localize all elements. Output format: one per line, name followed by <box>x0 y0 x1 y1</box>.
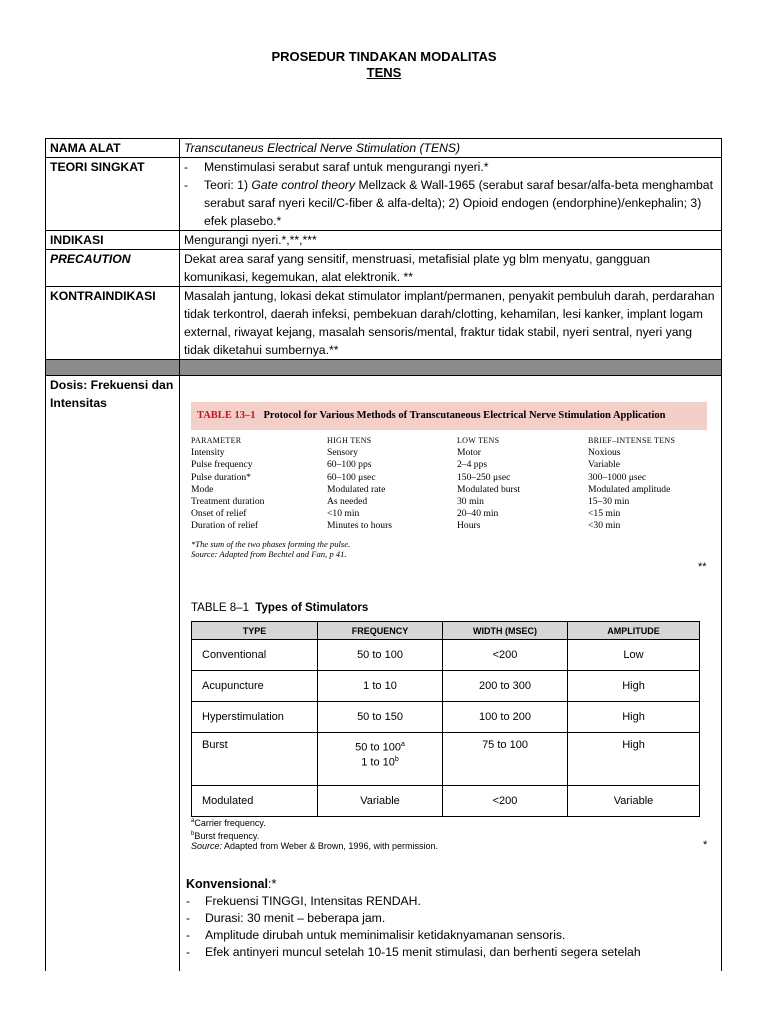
table-8-1-notes <box>191 816 438 852</box>
table-cell: Mode <box>191 483 214 495</box>
value-nama-alat: Transcutaneus Electrical Nerve Stimulation (TENS) <box>180 139 722 158</box>
value-indikasi: Mengurangi nyeri.*,**,*** <box>180 231 722 250</box>
row-nama-alat <box>46 139 722 158</box>
list-item: - Durasi: 30 menit – beberapa jam. <box>186 910 716 927</box>
table-cell: Intensity <box>191 447 225 459</box>
divider-row <box>46 360 722 376</box>
teori-item-2-pre: Teori: 1) <box>204 178 252 192</box>
table-cell: 15–30 min <box>588 496 630 508</box>
table-cell: Minutes to hours <box>327 520 393 532</box>
table-cell: High <box>568 702 700 733</box>
table-cell: <10 min <box>327 508 360 520</box>
burst-carrier-frequency: 50 to 100 <box>355 741 401 754</box>
table-13-1-caption <box>191 402 707 430</box>
table-cell: Hyperstimulation <box>192 702 318 733</box>
row-precaution <box>46 250 722 287</box>
table-8-1 <box>191 621 700 817</box>
table-cell: 75 to 100 <box>443 733 568 786</box>
note-b <box>191 829 438 842</box>
table-cell: 100 to 200 <box>443 702 568 733</box>
table-cell: 50 to 150 <box>318 702 443 733</box>
header-brief-intense-tens: BRIEF–INTENSE TENS <box>588 436 676 445</box>
table-13-1-footnote: *The sum of the two phases forming the pulse. <box>191 538 351 549</box>
table-13-1-label: TABLE 13–1 <box>197 410 256 421</box>
table-13-1 <box>191 402 707 560</box>
table-cell: Hours <box>457 520 481 532</box>
table-cell: <200 <box>443 786 568 817</box>
table-cell: Modulated burst <box>457 483 521 495</box>
table-cell: 300–1000 μsec <box>588 471 647 483</box>
table-cell: Sensory <box>327 447 358 459</box>
table-row <box>191 447 707 459</box>
list-item: - Efek antinyeri muncul setelah 10-15 menit stimulasi, dan berhenti segera setelah <box>186 944 716 961</box>
table-cell: 60–100 pps <box>327 459 372 471</box>
table-cell: <30 min <box>588 520 621 532</box>
row-teori <box>46 158 722 231</box>
header-parameter: PARAMETER <box>191 436 242 445</box>
footnote-mark-a: a <box>400 741 405 748</box>
page-title: PROSEDUR TINDAKAN MODALITAS <box>271 49 497 64</box>
table-row <box>191 472 707 484</box>
table-13-1-grid <box>191 435 707 533</box>
header-amplitude: AMPLITUDE <box>568 622 700 640</box>
table-row <box>191 508 707 520</box>
table-13-1-notes <box>191 539 707 560</box>
table-8-1-caption <box>191 602 368 614</box>
table-cell: Modulated amplitude <box>588 483 671 495</box>
konvensional-title: Konvensional <box>186 877 268 891</box>
label-indikasi: INDIKASI <box>46 231 180 250</box>
label-kontraindikasi: KONTRAINDIKASI <box>46 287 180 360</box>
table-cell: 2–4 pps <box>457 459 488 471</box>
table-cell: As needed <box>327 496 368 508</box>
table-cell: High <box>568 671 700 702</box>
header-low-tens: LOW TENS <box>457 436 500 445</box>
table-row <box>191 484 707 496</box>
table-cell: High <box>568 733 700 786</box>
note-a <box>191 816 438 829</box>
table-13-1-header <box>191 435 707 447</box>
value-precaution: Dekat area saraf yang sensitif, menstruasi, metafisial plate yg blm menyatu, gangguan komunikasi, kegemukan, alat elektronik. ** <box>180 250 722 287</box>
value-kontraindikasi: Masalah jantung, lokasi dekat stimulator implant/permanen, penyakit pembuluh darah, perdarahan tidak terkontrol, daerah infeksi, pembekuan darah/clotting, kehamilan, lesi kanker, implant logam external, riwayat kejang, masalah sensoris/mental, fraktur tidak stabil, nyeri sentral, nyeri yang tidak diketahui sumbernya.** <box>180 287 722 360</box>
table-cell: 1 to 10 <box>318 671 443 702</box>
table-cell: 50 to 100 <box>318 640 443 671</box>
table-row <box>192 733 700 786</box>
note-source <box>191 841 438 852</box>
page-subtitle: TENS <box>366 65 402 80</box>
konvensional-section <box>186 876 716 961</box>
table-cell <box>318 733 443 786</box>
footnote-mark-b: b <box>394 755 399 763</box>
table-cell: Motor <box>457 447 481 459</box>
list-item: - Frekuensi TINGGI, Intensitas RENDAH. <box>186 893 716 910</box>
table-cell: Acupuncture <box>192 671 318 702</box>
note-a-text: Carrier frequency. <box>194 818 266 828</box>
table-8-1-header <box>192 622 700 640</box>
table-row <box>191 496 707 508</box>
note-b-mark: b <box>191 830 195 837</box>
row-indikasi <box>46 231 722 250</box>
note-a-mark: a <box>191 818 195 824</box>
table-cell: Duration of relief <box>191 520 259 532</box>
reference-marker-single: * <box>703 839 708 851</box>
table-row <box>192 786 700 817</box>
table-13-1-title: Protocol for Various Methods of Transcutaneous Electrical Nerve Stimulation Application <box>263 410 666 421</box>
header-type: TYPE <box>192 622 318 640</box>
header-width: WIDTH (MSEC) <box>443 622 568 640</box>
reference-marker-double: ** <box>698 561 707 573</box>
table-cell: 200 to 300 <box>443 671 568 702</box>
konvensional-list <box>186 893 716 961</box>
burst-burst-frequency: 1 to 10 <box>361 756 395 769</box>
table-cell: <15 min <box>588 508 621 520</box>
teori-item-1: - Menstimulasi serabut saraf untuk mengurangi nyeri.* <box>184 158 717 176</box>
table-cell: 20–40 min <box>457 508 499 520</box>
table-cell: Variable <box>318 786 443 817</box>
teori-item-2-italic: Gate control theory <box>251 178 356 192</box>
teori-item-2-post: Mellzack & Wall-1965 (serabut saraf besar/alfa-beta menghambat serabut saraf nyeri kecil/C-fiber & alfa-delta); 2) Opioid endogen (endorphine)/enkephalin; 3) efek plasebo.* <box>204 178 713 228</box>
table-row <box>192 671 700 702</box>
source-text: Adapted from Weber & Brown, 1996, with permission. <box>222 841 438 851</box>
label-precaution: PRECAUTION <box>46 250 180 287</box>
table-row <box>191 520 707 532</box>
konvensional-suffix: :* <box>267 877 277 891</box>
table-cell: Conventional <box>192 640 318 671</box>
header-frequency: FREQUENCY <box>318 622 443 640</box>
label-teori: TEORI SINGKAT <box>46 158 180 231</box>
header-high-tens: HIGH TENS <box>327 436 372 445</box>
table-cell: Variable <box>588 459 620 471</box>
label-dosis: Dosis: Frekuensi dan Intensitas <box>46 376 180 972</box>
table-cell: Pulse duration* <box>191 471 251 483</box>
value-teori <box>180 158 722 231</box>
table-row <box>192 702 700 733</box>
table-cell: Variable <box>568 786 700 817</box>
table-cell: Noxious <box>588 447 621 459</box>
table-cell: 30 min <box>457 496 484 508</box>
table-8-1-title: Types of Stimulators <box>255 602 369 614</box>
table-cell: Modulated rate <box>327 483 386 495</box>
table-row <box>192 640 700 671</box>
list-item: - Amplitude dirubah untuk meminimalisir ketidaknyamanan sensoris. <box>186 927 716 944</box>
table-cell: Onset of relief <box>191 508 247 520</box>
table-row <box>191 459 707 471</box>
table-cell: Pulse frequency <box>191 459 253 471</box>
label-nama-alat: NAMA ALAT <box>46 139 180 158</box>
row-kontraindikasi <box>46 287 722 360</box>
table-13-1-source: Source: Adapted from Bechtel and Fan, p 41. <box>191 549 347 560</box>
source-label: Source: <box>191 841 223 851</box>
table-cell: Burst <box>192 733 318 786</box>
konvensional-heading <box>186 876 716 893</box>
table-cell: Low <box>568 640 700 671</box>
table-cell: 150–250 μsec <box>457 471 511 483</box>
table-cell: 60–100 μsec <box>327 471 376 483</box>
note-b-text: Burst frequency. <box>194 830 260 841</box>
table-cell: <200 <box>443 640 568 671</box>
teori-item-2 <box>184 176 717 230</box>
table-cell: Modulated <box>192 786 318 817</box>
table-cell: Treatment duration <box>191 496 265 508</box>
table-8-1-label: TABLE 8–1 <box>191 602 249 614</box>
